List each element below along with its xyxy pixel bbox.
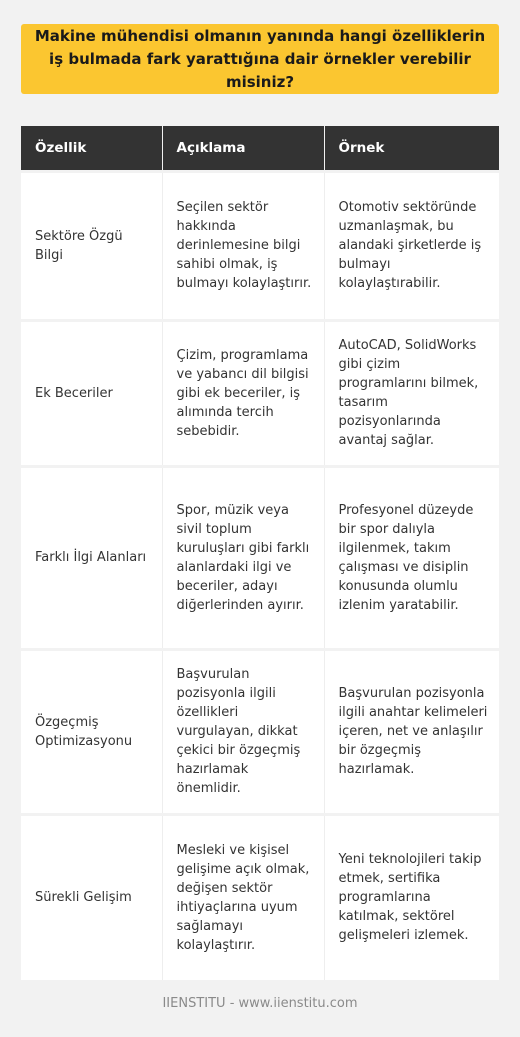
table-row — [21, 320, 499, 466]
comparison-table — [21, 126, 499, 980]
footer-credit: IIENSTITU - www.iienstitu.com — [162, 996, 358, 1011]
cell-example: Yeni teknolojileri takip etmek, sertifika programlarına katılmak, sektörel gelişmeleri izlemek. — [324, 814, 499, 980]
cell-feature: Farklı İlgi Alanları — [21, 466, 162, 649]
table-row — [21, 466, 499, 649]
cell-example: AutoCAD, SolidWorks gibi çizim programlarını bilmek, tasarım pozisyonlarında avantaj sağlar. — [324, 320, 499, 466]
header-description: Açıklama — [162, 126, 324, 171]
cell-description: Başvurulan pozisyonla ilgili özellikleri vurgulayan, dikkat çekici bir özgeçmiş hazırlamak önemlidir. — [162, 649, 324, 814]
question-banner — [21, 24, 499, 94]
cell-feature: Özgeçmiş Optimizasyonu — [21, 649, 162, 814]
cell-description: Seçilen sektör hakkında derinlemesine bilgi sahibi olmak, iş bulmayı kolaylaştırır. — [162, 171, 324, 320]
header-example: Örnek — [324, 126, 499, 171]
table-header-row — [21, 126, 499, 171]
header-feature: Özellik — [21, 126, 162, 171]
cell-example: Profesyonel düzeyde bir spor dalıyla ilgilenmek, takım çalışması ve disiplin konusunda olumlu izlenim yaratabilir. — [324, 466, 499, 649]
cell-example: Otomotiv sektöründe uzmanlaşmak, bu alandaki şirketlerde iş bulmayı kolaylaştırabilir. — [324, 171, 499, 320]
cell-feature: Sürekli Gelişim — [21, 814, 162, 980]
cell-feature: Sektöre Özgü Bilgi — [21, 171, 162, 320]
table-row — [21, 171, 499, 320]
cell-example: Başvurulan pozisyonla ilgili anahtar kelimeleri içeren, net ve anlaşılır bir özgeçmiş hazırlamak. — [324, 649, 499, 814]
cell-feature: Ek Beceriler — [21, 320, 162, 466]
cell-description: Çizim, programlama ve yabancı dil bilgisi gibi ek beceriler, iş alımında tercih sebebidir. — [162, 320, 324, 466]
cell-description: Mesleki ve kişisel gelişime açık olmak, değişen sektör ihtiyaçlarına uyum sağlamayı kolaylaştırır. — [162, 814, 324, 980]
question-text: Makine mühendisi olmanın yanında hangi özelliklerin iş bulmada fark yarattığına dair örnekler verebilir misiniz? — [34, 26, 486, 91]
table-row — [21, 814, 499, 980]
cell-description: Spor, müzik veya sivil toplum kuruluşları gibi farklı alanlardaki ilgi ve beceriler, adayı diğerlerinden ayırır. — [162, 466, 324, 649]
table-row — [21, 649, 499, 814]
